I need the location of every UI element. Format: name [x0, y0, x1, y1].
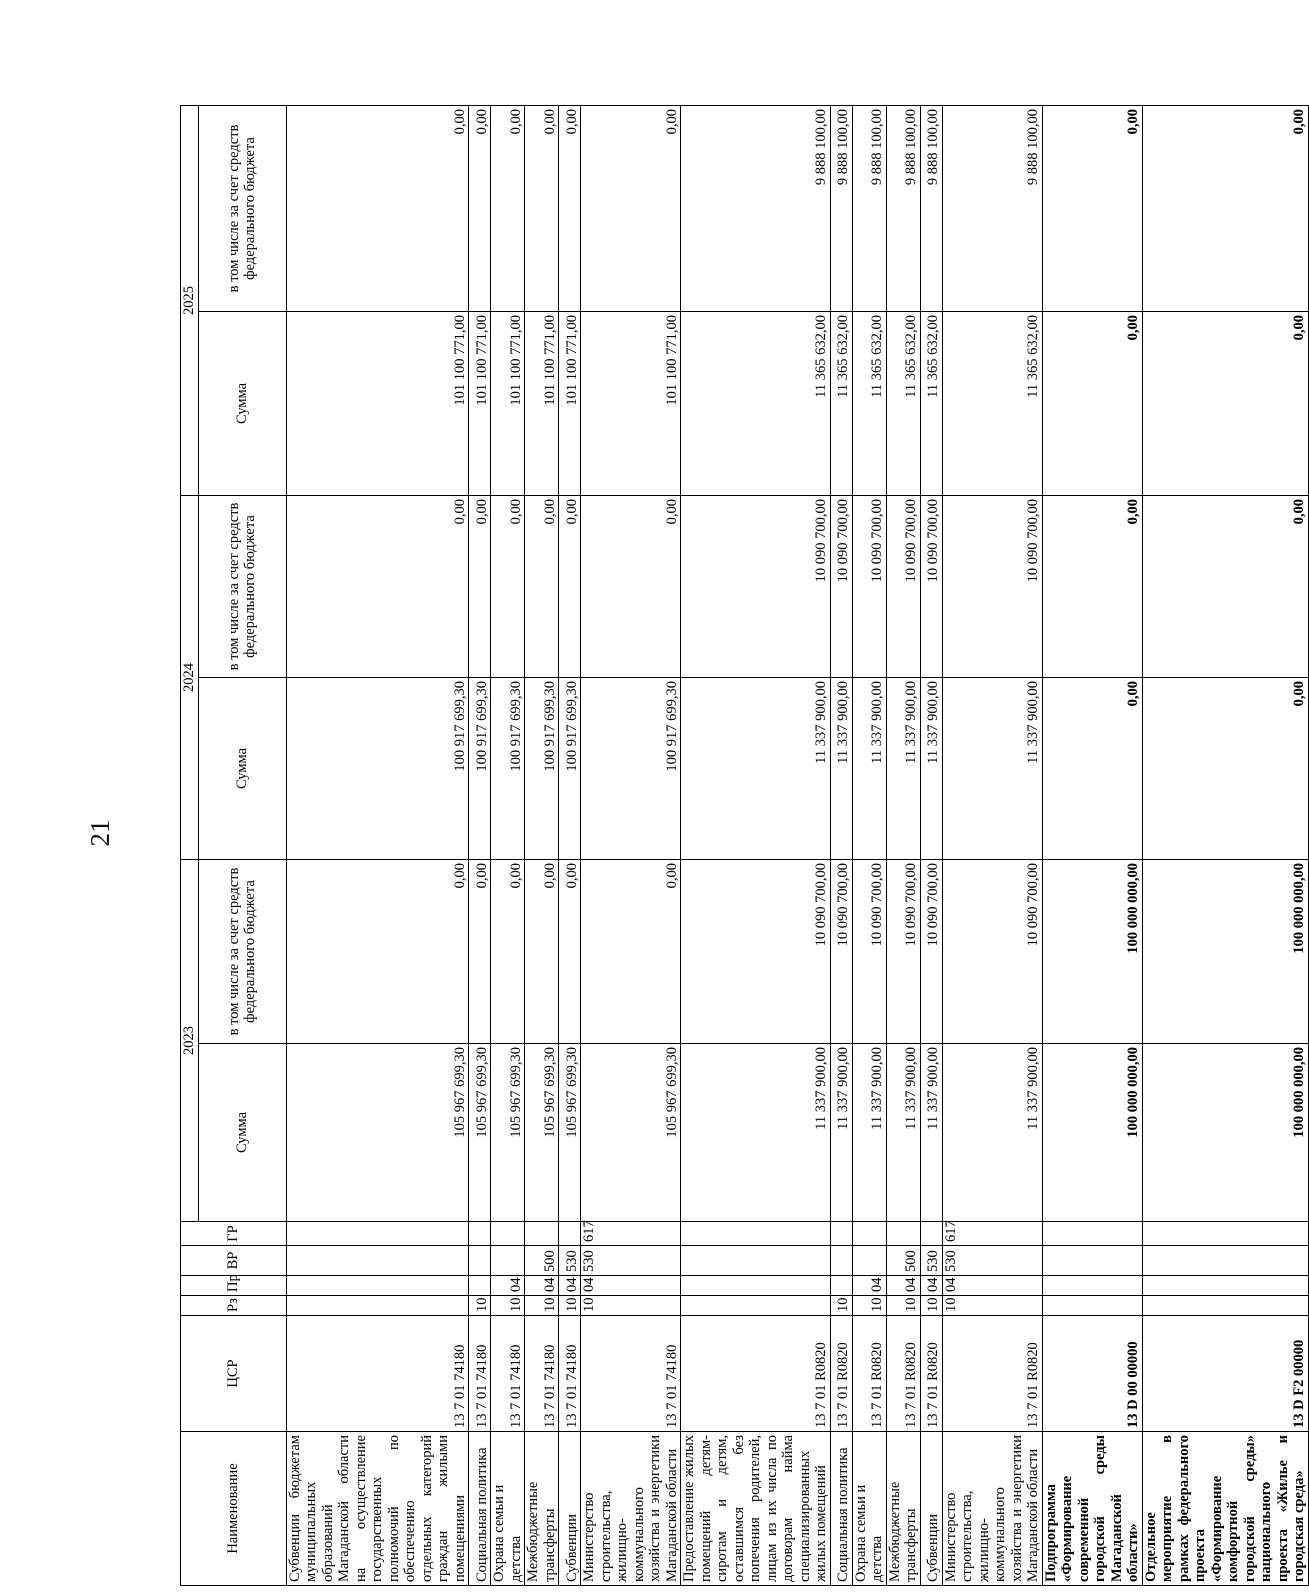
row-name: Министерство строительства, жилищно-коммунального хозяйства и энергетики Магаданской области: [581, 1432, 681, 1586]
row-pr: [286, 1276, 469, 1296]
row-federal-2025: 9 888 100,00: [681, 106, 831, 312]
row-pr: 04: [852, 1276, 886, 1296]
row-vr: 500: [525, 1246, 559, 1276]
row-federal-2023: 10 090 700,00: [942, 860, 1042, 1044]
row-federal-2025: 9 888 100,00: [920, 106, 942, 312]
row-sum-2023: 11 337 900,00: [920, 1044, 942, 1222]
header-year-2024: 2024: [181, 496, 199, 860]
row-rz: 10: [886, 1296, 920, 1316]
header-federal-2024: в том числе за счет средств федерального бюджета: [198, 496, 286, 678]
header-sum-2025: Сумма: [198, 312, 286, 496]
row-csr: 13 7 01 R0820: [852, 1316, 886, 1432]
row-sum-2023: 11 337 900,00: [830, 1044, 852, 1222]
row-federal-2023: 0,00: [491, 860, 525, 1044]
row-federal-2025: 0,00: [1042, 106, 1142, 312]
row-pr: [681, 1276, 831, 1296]
header-federal-2025: в том числе за счет средств федерального бюджета: [198, 106, 286, 312]
row-name: Подпрограмма «Формирование современной городской среды Магаданской области»: [1042, 1432, 1142, 1586]
row-pr: 04: [525, 1276, 559, 1296]
row-name: Межбюджетные трансферты: [886, 1432, 920, 1586]
row-gr: [920, 1222, 942, 1246]
table-row: [886, 106, 920, 1586]
row-federal-2023: 100 000 000,00: [1042, 860, 1142, 1044]
row-sum-2025: 101 100 771,00: [286, 312, 469, 496]
row-sum-2023: 11 337 900,00: [852, 1044, 886, 1222]
row-rz: 10: [830, 1296, 852, 1316]
table-row: [469, 106, 491, 1586]
header-vr: ВР: [181, 1246, 287, 1276]
row-gr: 617: [581, 1222, 681, 1246]
row-vr: 530: [920, 1246, 942, 1276]
row-federal-2023: 0,00: [469, 860, 491, 1044]
row-name: Министерство строительства, жилищно-коммунального хозяйства и энергетики Магаданской области: [942, 1432, 1042, 1586]
row-vr: [852, 1246, 886, 1276]
row-gr: [1142, 1222, 1308, 1246]
header-name: Наименование: [181, 1432, 287, 1586]
row-vr: [469, 1246, 491, 1276]
row-federal-2023: 0,00: [525, 860, 559, 1044]
row-sum-2023: 105 967 699,30: [525, 1044, 559, 1222]
header-year-2023: 2023: [181, 860, 199, 1222]
row-sum-2024: 100 917 699,30: [581, 678, 681, 860]
row-csr: 13 7 01 74180: [581, 1316, 681, 1432]
table-row: [942, 106, 1042, 1586]
row-sum-2023: 100 000 000,00: [1042, 1044, 1142, 1222]
row-rz: [681, 1296, 831, 1316]
row-sum-2024: 11 337 900,00: [681, 678, 831, 860]
header-csr: ЦСР: [181, 1316, 287, 1432]
row-federal-2024: 0,00: [1042, 496, 1142, 678]
row-gr: 617: [942, 1222, 1042, 1246]
row-rz: 10: [525, 1296, 559, 1316]
row-sum-2023: 105 967 699,30: [286, 1044, 469, 1222]
row-federal-2025: 9 888 100,00: [886, 106, 920, 312]
row-csr: 13 7 01 R0820: [886, 1316, 920, 1432]
row-rz: [1142, 1296, 1308, 1316]
row-federal-2024: 0,00: [1142, 496, 1308, 678]
budget-table: [180, 105, 1309, 1586]
row-gr: [1042, 1222, 1142, 1246]
table-row: [830, 106, 852, 1586]
row-sum-2025: 101 100 771,00: [581, 312, 681, 496]
row-sum-2023: 100 000 000,00: [1142, 1044, 1308, 1222]
row-sum-2025: 0,00: [1042, 312, 1142, 496]
row-gr: [286, 1222, 469, 1246]
row-pr: 04: [920, 1276, 942, 1296]
table-row: [286, 106, 469, 1586]
row-sum-2025: 11 365 632,00: [920, 312, 942, 496]
row-federal-2023: 10 090 700,00: [852, 860, 886, 1044]
row-sum-2023: 105 967 699,30: [581, 1044, 681, 1222]
row-vr: [491, 1246, 525, 1276]
row-sum-2023: 11 337 900,00: [886, 1044, 920, 1222]
row-sum-2024: 100 917 699,30: [559, 678, 581, 860]
row-sum-2024: 0,00: [1142, 678, 1308, 860]
row-federal-2023: 10 090 700,00: [886, 860, 920, 1044]
row-vr: 500: [886, 1246, 920, 1276]
row-pr: [469, 1276, 491, 1296]
row-vr: [1042, 1246, 1142, 1276]
row-federal-2025: 0,00: [581, 106, 681, 312]
header-sum-2023: Сумма: [198, 1044, 286, 1222]
table-row: [559, 106, 581, 1586]
row-sum-2024: 11 337 900,00: [920, 678, 942, 860]
row-federal-2023: 0,00: [286, 860, 469, 1044]
row-rz: 10: [852, 1296, 886, 1316]
row-vr: [286, 1246, 469, 1276]
row-rz: 10: [942, 1296, 1042, 1316]
row-vr: [1142, 1246, 1308, 1276]
table-row: [581, 106, 681, 1586]
row-rz: 10: [920, 1296, 942, 1316]
row-federal-2023: 0,00: [581, 860, 681, 1044]
row-sum-2025: 101 100 771,00: [525, 312, 559, 496]
row-name: Охрана семьи и детства: [852, 1432, 886, 1586]
row-federal-2025: 0,00: [559, 106, 581, 312]
row-sum-2024: 100 917 699,30: [525, 678, 559, 860]
row-csr: 13 7 01 R0820: [942, 1316, 1042, 1432]
row-name: Социальная политика: [469, 1432, 491, 1586]
row-sum-2025: 11 365 632,00: [886, 312, 920, 496]
row-federal-2025: 0,00: [525, 106, 559, 312]
row-gr: [469, 1222, 491, 1246]
row-csr: 13 D F2 00000: [1142, 1316, 1308, 1432]
header-federal-2023: в том числе за счет средств федерального бюджета: [198, 860, 286, 1044]
page-number: 21: [85, 819, 115, 847]
row-sum-2024: 11 337 900,00: [886, 678, 920, 860]
row-csr: 13 7 01 R0820: [920, 1316, 942, 1432]
row-federal-2024: 0,00: [525, 496, 559, 678]
row-vr: 530: [581, 1246, 681, 1276]
row-federal-2025: 9 888 100,00: [852, 106, 886, 312]
row-sum-2023: 11 337 900,00: [681, 1044, 831, 1222]
row-gr: [852, 1222, 886, 1246]
row-csr: 13 D 00 00000: [1042, 1316, 1142, 1432]
row-gr: [830, 1222, 852, 1246]
row-federal-2024: 0,00: [286, 496, 469, 678]
row-csr: 13 7 01 74180: [469, 1316, 491, 1432]
table-row: [1142, 106, 1308, 1586]
row-name: Отдельное мероприятие в рамках федерального проекта «Формирование комфортной городской среды» национального проекта «Жилье и городская среда»: [1142, 1432, 1308, 1586]
row-name: Межбюджетные трансферты: [525, 1432, 559, 1586]
row-pr: 04: [581, 1276, 681, 1296]
row-sum-2024: 11 337 900,00: [942, 678, 1042, 860]
row-federal-2024: 10 090 700,00: [920, 496, 942, 678]
row-sum-2025: 11 365 632,00: [830, 312, 852, 496]
table-row: [920, 106, 942, 1586]
row-sum-2023: 105 967 699,30: [559, 1044, 581, 1222]
row-pr: 04: [886, 1276, 920, 1296]
header-gr: ГР: [181, 1222, 287, 1246]
row-federal-2024: 0,00: [581, 496, 681, 678]
row-vr: 530: [942, 1246, 1042, 1276]
row-sum-2025: 0,00: [1142, 312, 1308, 496]
row-federal-2024: 0,00: [559, 496, 581, 678]
row-vr: [830, 1246, 852, 1276]
row-sum-2023: 11 337 900,00: [942, 1044, 1042, 1222]
row-sum-2025: 101 100 771,00: [469, 312, 491, 496]
row-rz: 10: [581, 1296, 681, 1316]
table-row: [681, 106, 831, 1586]
row-rz: 10: [491, 1296, 525, 1316]
row-rz: [1042, 1296, 1142, 1316]
row-gr: [525, 1222, 559, 1246]
table-row: [525, 106, 559, 1586]
row-gr: [559, 1222, 581, 1246]
row-name: Социальная политика: [830, 1432, 852, 1586]
header-sum-2024: Сумма: [198, 678, 286, 860]
row-sum-2025: 11 365 632,00: [681, 312, 831, 496]
row-federal-2025: 0,00: [286, 106, 469, 312]
row-pr: 04: [942, 1276, 1042, 1296]
row-sum-2025: 11 365 632,00: [942, 312, 1042, 496]
row-federal-2024: 10 090 700,00: [886, 496, 920, 678]
row-name: Субвенции бюджетам муниципальных образований Магаданской области на осуществление государственных полномочий по обеспечению отдельных категорий граждан жилыми помещениями: [286, 1432, 469, 1586]
row-federal-2023: 10 090 700,00: [681, 860, 831, 1044]
row-pr: [1142, 1276, 1308, 1296]
row-sum-2024: 0,00: [1042, 678, 1142, 860]
row-vr: [681, 1246, 831, 1276]
row-vr: 530: [559, 1246, 581, 1276]
row-rz: 10: [469, 1296, 491, 1316]
row-sum-2024: 100 917 699,30: [286, 678, 469, 860]
row-sum-2025: 101 100 771,00: [559, 312, 581, 496]
row-federal-2023: 100 000 000,00: [1142, 860, 1308, 1044]
row-federal-2024: 10 090 700,00: [852, 496, 886, 678]
row-name: Охрана семьи и детства: [491, 1432, 525, 1586]
row-federal-2024: 0,00: [491, 496, 525, 678]
row-federal-2023: 10 090 700,00: [830, 860, 852, 1044]
row-sum-2024: 100 917 699,30: [469, 678, 491, 860]
row-pr: 04: [491, 1276, 525, 1296]
row-pr: [830, 1276, 852, 1296]
row-name: Субвенции: [559, 1432, 581, 1586]
row-federal-2025: 0,00: [491, 106, 525, 312]
row-name: Субвенции: [920, 1432, 942, 1586]
row-federal-2025: 9 888 100,00: [830, 106, 852, 312]
row-federal-2024: 10 090 700,00: [830, 496, 852, 678]
header-rz: Рз: [181, 1296, 287, 1316]
row-csr: 13 7 01 74180: [559, 1316, 581, 1432]
row-csr: 13 7 01 74180: [491, 1316, 525, 1432]
row-rz: [286, 1296, 469, 1316]
row-gr: [681, 1222, 831, 1246]
row-federal-2023: 10 090 700,00: [920, 860, 942, 1044]
table-row: [1042, 106, 1142, 1586]
header-pr: Пр: [181, 1276, 287, 1296]
header-year-2025: 2025: [181, 106, 199, 496]
row-csr: 13 7 01 74180: [525, 1316, 559, 1432]
row-federal-2024: 0,00: [469, 496, 491, 678]
row-federal-2025: 9 888 100,00: [942, 106, 1042, 312]
header-row-years: [181, 106, 199, 1586]
row-sum-2025: 11 365 632,00: [852, 312, 886, 496]
row-sum-2024: 100 917 699,30: [491, 678, 525, 860]
row-gr: [886, 1222, 920, 1246]
row-csr: 13 7 01 74180: [286, 1316, 469, 1432]
row-rz: 10: [559, 1296, 581, 1316]
row-federal-2024: 10 090 700,00: [942, 496, 1042, 678]
row-csr: 13 7 01 R0820: [681, 1316, 831, 1432]
row-sum-2023: 105 967 699,30: [469, 1044, 491, 1222]
table-row: [852, 106, 886, 1586]
rotated-table-container: [180, 106, 1307, 1586]
row-sum-2024: 11 337 900,00: [830, 678, 852, 860]
row-federal-2025: 0,00: [1142, 106, 1308, 312]
row-gr: [491, 1222, 525, 1246]
table-row: [491, 106, 525, 1586]
row-pr: 04: [559, 1276, 581, 1296]
row-csr: 13 7 01 R0820: [830, 1316, 852, 1432]
row-sum-2025: 101 100 771,00: [491, 312, 525, 496]
row-sum-2023: 105 967 699,30: [491, 1044, 525, 1222]
row-pr: [1042, 1276, 1142, 1296]
row-sum-2024: 11 337 900,00: [852, 678, 886, 860]
row-federal-2025: 0,00: [469, 106, 491, 312]
row-federal-2023: 0,00: [559, 860, 581, 1044]
row-name: Предоставление жилых помещений детям-сиротам и детям, оставшимся без попечения родителей, лицам из их числа по договорам найма специализированных жилых помещений: [681, 1432, 831, 1586]
row-federal-2024: 10 090 700,00: [681, 496, 831, 678]
